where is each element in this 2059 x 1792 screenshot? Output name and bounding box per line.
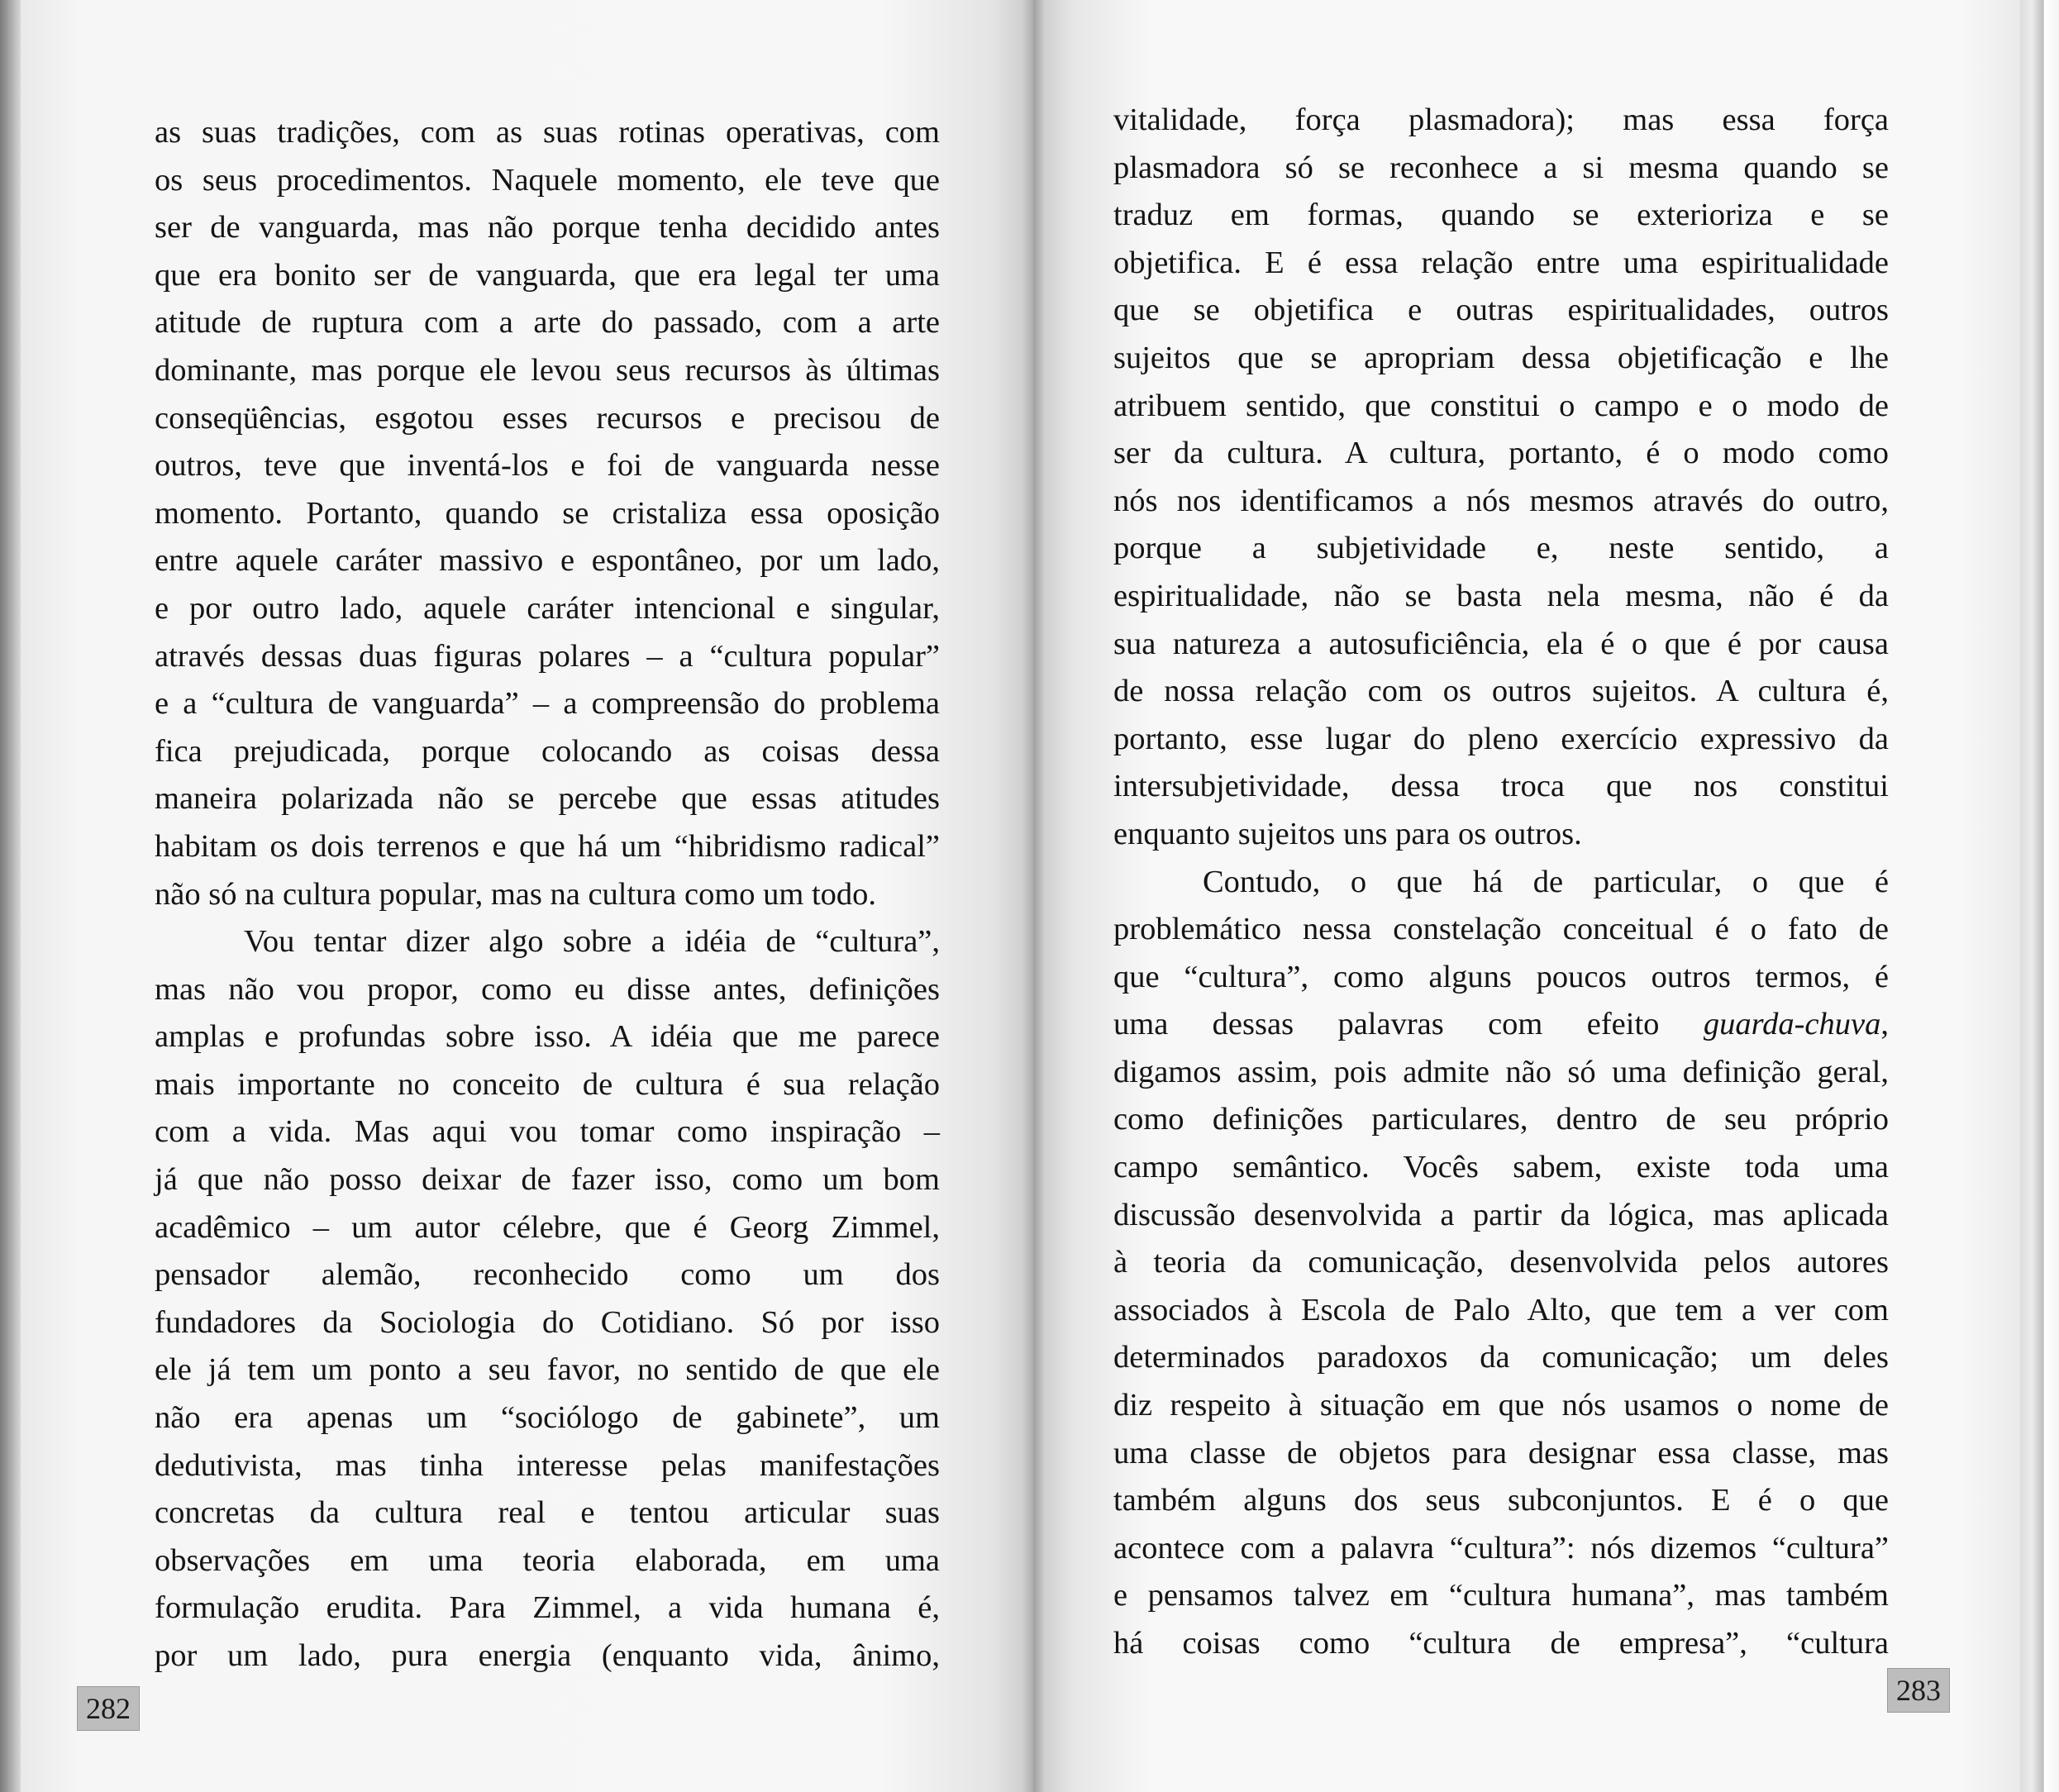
text-line: associados à Escola de Palo Alto, que tem a ver com bbox=[1113, 1292, 1889, 1327]
text-line: porque a subjetividade e, neste sentido, a bbox=[1113, 531, 1889, 566]
text-line: determinados paradoxos da comunicação; um deles bbox=[1113, 1340, 1889, 1375]
text-line: à teoria da comunicação, desenvolvida pelos autores bbox=[1113, 1245, 1889, 1280]
text-line: que se objetifica e outras espiritualidades, outros bbox=[1113, 293, 1889, 328]
text-line: amplas e profundas sobre isso. A idéia que me parece bbox=[155, 1019, 940, 1055]
text-line: Vou tentar dizer algo sobre a idéia de “cultura”, bbox=[244, 924, 940, 960]
text-line: as suas tradições, com as suas rotinas operativas, com bbox=[155, 115, 940, 150]
text-line: plasmadora só se reconhece a si mesma quando se bbox=[1113, 150, 1889, 185]
text-line: e por outro lado, aquele caráter intencional e singular, bbox=[155, 590, 940, 626]
text-line: momento. Portanto, quando se cristaliza essa oposição bbox=[155, 495, 940, 531]
text-line: acontece com a palavra “cultura”: nós dizemos “cultura” bbox=[1113, 1530, 1889, 1566]
text-line: de nossa relação com os outros sujeitos. A cultura é, bbox=[1113, 674, 1889, 709]
right-book-edge bbox=[2020, 0, 2059, 1792]
text-line: discussão desenvolvida a partir da lógica, mas aplicada bbox=[1113, 1197, 1889, 1232]
text-line: acadêmico – um autor célebre, que é Georg Zimmel, bbox=[155, 1209, 940, 1245]
text-line: como definições particulares, dentro de seu próprio bbox=[1113, 1102, 1889, 1137]
text-line: objetifica. E é essa relação entre uma espiritualidade bbox=[1113, 245, 1889, 280]
page-number-right: 283 bbox=[1887, 1668, 1950, 1713]
text-line: também alguns dos seus subconjuntos. E é o que bbox=[1113, 1483, 1889, 1518]
text-line: fica prejudicada, porque colocando as coisas dessa bbox=[155, 733, 940, 769]
text-line: diz respeito à situação em que nós usamos o nome de bbox=[1113, 1388, 1889, 1423]
right-page-text bbox=[1113, 97, 1889, 1668]
text-line: intersubjetividade, dessa troca que nos constitui bbox=[1113, 769, 1889, 804]
text-line: e pensamos talvez em “cultura humana”, mas também bbox=[1113, 1578, 1889, 1613]
text-line: pensador alemão, reconhecido como um dos bbox=[155, 1257, 940, 1293]
text-line: nós nos identificamos a nós mesmos através do outro, bbox=[1113, 483, 1889, 518]
text-line: dominante, mas porque ele levou seus recursos às últimas bbox=[155, 352, 940, 388]
text-line: maneira polarizada não se percebe que essas atitudes bbox=[155, 781, 940, 817]
text-line: observações em uma teoria elaborada, em uma bbox=[155, 1542, 940, 1578]
text-line: vitalidade, força plasmadora); mas essa força bbox=[1113, 102, 1889, 137]
text-line: que era bonito ser de vanguarda, que era legal ter uma bbox=[155, 257, 940, 293]
text-line: enquanto sujeitos uns para os outros. bbox=[1113, 816, 1582, 851]
text-line: por um lado, pura energia (enquanto vida, ânimo, bbox=[155, 1638, 940, 1673]
text-line: traduz em formas, quando se exterioriza e se bbox=[1113, 198, 1889, 233]
text-line: conseqüências, esgotou esses recursos e precisou de bbox=[155, 400, 940, 436]
text-line: problemático nessa constelação conceitual é o fato de bbox=[1113, 912, 1889, 947]
text-line: outros, teve que inventá-los e foi de vanguarda nesse bbox=[155, 448, 940, 484]
text-line: sua natureza a autosuficiência, ela é o que é por causa bbox=[1113, 626, 1889, 661]
text-line: digamos assim, pois admite não só uma definição geral, bbox=[1113, 1054, 1889, 1089]
text-line: uma dessas palavras com efeito guarda-chuva, bbox=[1113, 1007, 1889, 1042]
text-line: uma classe de objetos para designar essa classe, mas bbox=[1113, 1435, 1889, 1470]
text-line: ser de vanguarda, mas não porque tenha decidido antes bbox=[155, 210, 940, 245]
text-line: portanto, esse lugar do pleno exercício expressivo da bbox=[1113, 721, 1889, 756]
text-line: atribuem sentido, que constitui o campo e o modo de bbox=[1113, 388, 1889, 423]
text-line: ele já tem um ponto a seu favor, no sentido de que ele bbox=[155, 1352, 940, 1388]
text-line: não só na cultura popular, mas na cultura como um todo. bbox=[155, 876, 877, 912]
text-line: já que não posso deixar de fazer isso, como um bom bbox=[155, 1162, 940, 1198]
text-line: os seus procedimentos. Naquele momento, ele teve que bbox=[155, 162, 940, 198]
text-line: que “cultura”, como alguns poucos outros termos, é bbox=[1113, 959, 1889, 994]
text-line: e a “cultura de vanguarda” – a compreensão do problema bbox=[155, 686, 940, 722]
page-number-left: 282 bbox=[77, 1686, 140, 1731]
left-book-edge bbox=[0, 0, 21, 1792]
text-line: com a vida. Mas aqui vou tomar como inspiração – bbox=[155, 1114, 940, 1150]
text-line: atitude de ruptura com a arte do passado, com a arte bbox=[155, 305, 940, 341]
text-line: fundadores da Sociologia do Cotidiano. Só por isso bbox=[155, 1304, 940, 1340]
left-page bbox=[21, 0, 1033, 1792]
text-line: campo semântico. Vocês sabem, existe toda uma bbox=[1113, 1150, 1889, 1185]
text-line: sujeitos que se apropriam dessa objetificação e lhe bbox=[1113, 340, 1889, 375]
text-line: mas não vou propor, como eu disse antes, definições bbox=[155, 971, 940, 1007]
book-gutter bbox=[1022, 0, 1045, 1792]
text-line: formulação erudita. Para Zimmel, a vida humana é, bbox=[155, 1590, 940, 1626]
text-line: habitam os dois terrenos e que há um “hibridismo radical” bbox=[155, 828, 940, 864]
text-line: concretas da cultura real e tentou articular suas bbox=[155, 1495, 940, 1531]
right-page bbox=[1033, 0, 2020, 1792]
text-line: há coisas como “cultura de empresa”, “cultura bbox=[1113, 1626, 1889, 1661]
text-line: espiritualidade, não se basta nela mesma, não é da bbox=[1113, 578, 1889, 613]
text-line: mais importante no conceito de cultura é sua relação bbox=[155, 1066, 940, 1102]
text-line: Contudo, o que há de particular, o que é bbox=[1203, 864, 1889, 899]
text-line: dedutivista, mas tinha interesse pelas manifestações bbox=[155, 1447, 940, 1483]
text-line: não era apenas um “sociólogo de gabinete”, um bbox=[155, 1400, 940, 1436]
text-line: ser da cultura. A cultura, portanto, é o modo como bbox=[1113, 436, 1889, 471]
text-line: através dessas duas figuras polares – a “cultura popular” bbox=[155, 638, 940, 674]
left-page-text bbox=[155, 109, 940, 1680]
text-line: entre aquele caráter massivo e espontâneo, por um lado, bbox=[155, 543, 940, 579]
